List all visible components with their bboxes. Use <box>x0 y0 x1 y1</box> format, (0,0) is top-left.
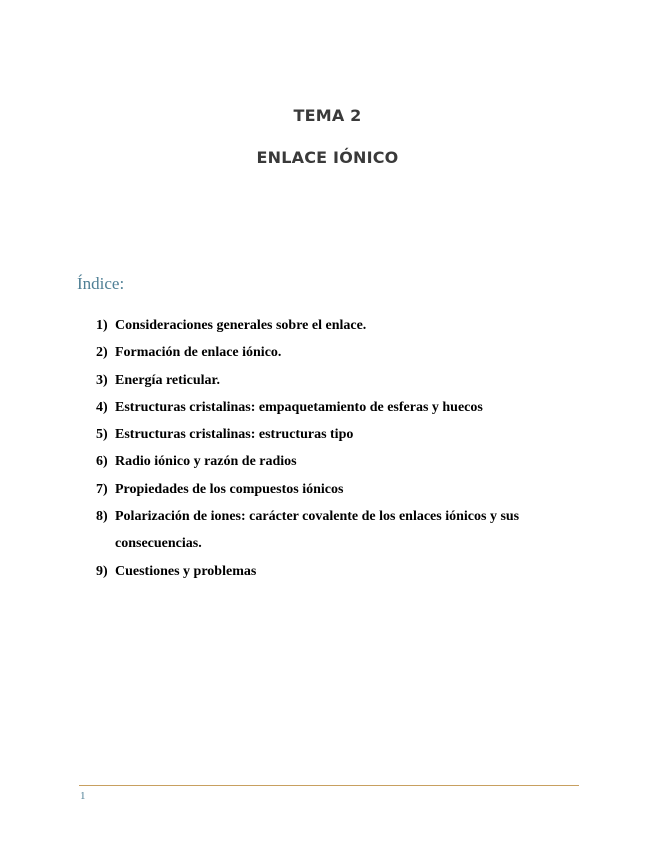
document-subtitle: ENLACE IÓNICO <box>256 148 399 167</box>
toc-item <box>96 339 566 366</box>
toc-item-text: Consideraciones generales sobre el enlace. <box>115 318 367 333</box>
toc-item <box>96 503 566 558</box>
toc-item <box>96 421 566 448</box>
document-title: TEMA 2 <box>293 106 362 125</box>
toc-item-number: 1) <box>96 318 108 333</box>
index-heading: Índice: <box>77 274 125 293</box>
toc-item-number: 7) <box>96 481 108 497</box>
toc-item-text: Estructuras cristalinas: estructuras tipo <box>115 427 354 443</box>
page-number: 1 <box>80 790 86 802</box>
toc-item-number: 8) <box>96 509 108 525</box>
table-of-contents <box>96 312 566 585</box>
toc-item <box>96 476 566 503</box>
toc-item-text: Radio iónico y razón de radios <box>115 454 297 470</box>
toc-item-text: Energía reticular. <box>115 372 220 388</box>
toc-item-text: Cuestiones y problemas <box>115 563 257 579</box>
toc-item <box>96 367 566 394</box>
toc-item <box>96 558 566 585</box>
toc-item-number: 9) <box>96 563 108 579</box>
toc-item-text: Estructuras cristalinas: empaquetamiento de esferas y huecos <box>115 399 483 415</box>
toc-item-text: Formación de enlace iónico. <box>115 345 282 361</box>
toc-item-number: 5) <box>96 427 108 443</box>
footer-rule <box>79 785 579 786</box>
toc-item <box>96 312 566 339</box>
toc-item <box>96 448 566 475</box>
toc-item-number: 6) <box>96 454 108 470</box>
toc-item-number: 2) <box>96 345 108 361</box>
toc-item-number: 4) <box>96 399 108 415</box>
toc-item-text: Polarización de iones: carácter covalente de los enlaces iónicos y sus consecuencias. <box>115 509 520 552</box>
toc-item-number: 3) <box>96 372 108 388</box>
toc-item-text: Propiedades de los compuestos iónicos <box>115 481 344 497</box>
toc-item <box>96 394 566 421</box>
